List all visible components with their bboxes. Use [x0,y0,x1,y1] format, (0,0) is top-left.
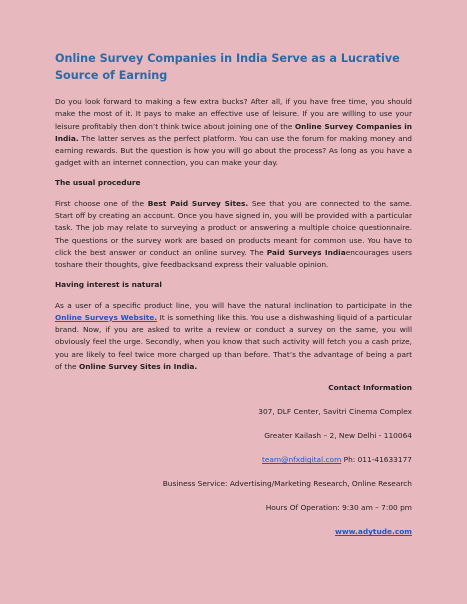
procedure-bold-2: Paid Surveys India [266,247,346,257]
intro-bold: Online Survey Companies in India. [55,121,412,143]
interest-text: As a user of a specific product line, you will have the natural inclination to participate in the [55,300,412,310]
interest-paragraph [55,300,412,374]
address-line-1: 307, DLF Center, Savitri Cinema Complex [258,407,412,417]
online-surveys-website-link[interactable]: Online Surveys Website. [55,312,158,322]
procedure-text-end: encourages users toshare their thoughts, give feedbacksand express their valuable opinion. [55,247,412,270]
contact-heading: Contact Information [328,383,412,393]
procedure-text: First choose one of the [55,198,148,208]
website-link[interactable]: www.adytude.com [335,527,412,537]
procedure-paragraph [55,198,412,272]
intro-text-end: The latter serves as the perfect platform. You can use the forum for making money and earning rewards. But the question is how you will go about the process? As long as you have a gadget with an internet connection, you can make your day. [55,133,412,168]
procedure-text-mid: See that you are connected to the same. Start off by creating an account. Once you have signed in, you will be provided with a particular task. The job may relate to surveying a product or answering a multiple choice questionnaire. The questions or the survey work are based on products meant for common use. You have to click the best answer or conduct an online survey. The [55,198,413,257]
section-heading-procedure: The usual procedure [55,177,141,187]
intro-paragraph [55,96,412,170]
procedure-bold: Best Paid Survey Sites. [147,198,249,208]
page-title: Online Survey Companies in India Serve as a Lucrative Source of Earning [55,52,400,82]
email-phone-line [55,455,412,465]
address-line-2: Greater Kailash – 2, New Delhi - 110064 [264,431,412,441]
business-service-line: Business Service: Advertising/Marketing Research, Online Research [162,479,412,489]
website-line [55,527,412,537]
interest-text-mid: It is something like this. You use a dishwashing liquid of a particular brand. Now, if you are asked to write a review or conduct a survey on the same, you will obviously feel the urge. Secondly, when you know that such activity will fetch you a cash prize, you are likely to feel twice more charged up than before. That’s the advantage of being a part of the [55,312,412,372]
contact-block [55,383,412,537]
hours-line: Hours Of Operation: 9:30 am – 7:00 pm [265,503,412,513]
section-heading-interest: Having interest is natural [55,279,162,289]
email-link[interactable]: team@nfxdigital.com [261,455,342,465]
intro-text: Do you look forward to making a few extra bucks? After all, if you have free time, you should make the most of it. It pays to make an effective use of leisure. If you are willing to use your leisure profitably then don’t think twice about joining one of the [55,97,412,131]
phone-text: Ph: 011-41633177 [341,455,412,465]
interest-bold: Online Survey Sites in India. [78,362,198,372]
